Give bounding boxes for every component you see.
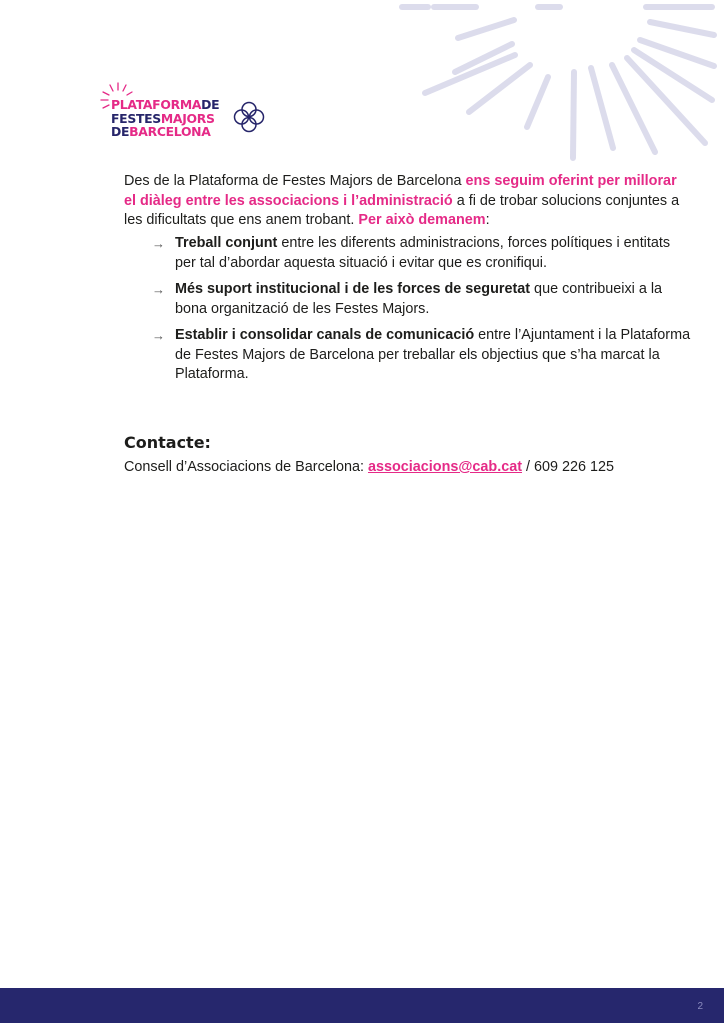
list-item (152, 280, 692, 319)
contact-phone: / 609 226 125 (522, 459, 615, 475)
intro-paragraph (124, 172, 684, 231)
contact-heading: Contacte: (124, 433, 211, 452)
logo-word: BARCELONA (129, 124, 211, 139)
contact-org: Consell d’Associacions de Barcelona: (124, 459, 368, 475)
list-item (152, 326, 692, 385)
plataforma-festes-majors-logo (98, 80, 268, 142)
logo-word: PLATAFORMA (111, 97, 202, 112)
list-item-text: entre les diferents administracions, forces polítiques i entitats per tal d’abordar aquesta situació i evitar que es cronifiqui. (175, 235, 671, 271)
intro-text: : (485, 212, 490, 228)
arrow-right-icon: → (152, 282, 165, 297)
list-item-bold: Més suport institucional i de les forces de seguretat (175, 281, 531, 297)
demands-list (152, 234, 692, 392)
intro-highlight: Per això demanem (358, 212, 486, 228)
intro-text: a fi de trobar solucions conjuntes a les dificultats que ens anem trobant. (124, 192, 680, 228)
arrow-right-icon: → (152, 236, 165, 251)
intro-highlight: ens seguim oferint per millorar el diàleg entre les associacions i l’administració (124, 173, 677, 209)
list-item-bold: Establir i consolidar canals de comunicació (175, 327, 475, 343)
logo-word: DE (201, 97, 220, 112)
list-item-text: entre l’Ajuntament i la Plataforma de Festes Majors de Barcelona per treballar els objectius que s’ha marcat la Plataforma. (175, 327, 691, 382)
logo-rosette-icon (232, 100, 266, 134)
contact-line (124, 458, 614, 478)
list-item-text: que contribueixi a la bona organització de les Festes Majors. (175, 281, 663, 317)
logo-word: FESTES (111, 110, 161, 126)
page-number: 2 (697, 1001, 703, 1012)
logo-word: MAJORS (160, 110, 215, 126)
list-item-bold: Treball conjunt (175, 235, 278, 251)
arrow-right-icon: → (152, 328, 165, 343)
logo-word: DE (111, 124, 130, 139)
list-item (152, 234, 692, 273)
footer-bar (0, 988, 724, 1023)
contact-email-link[interactable]: associacions@cab.cat (367, 459, 523, 475)
intro-text: Des de la Plataforma de Festes Majors de Barcelona (124, 173, 466, 189)
